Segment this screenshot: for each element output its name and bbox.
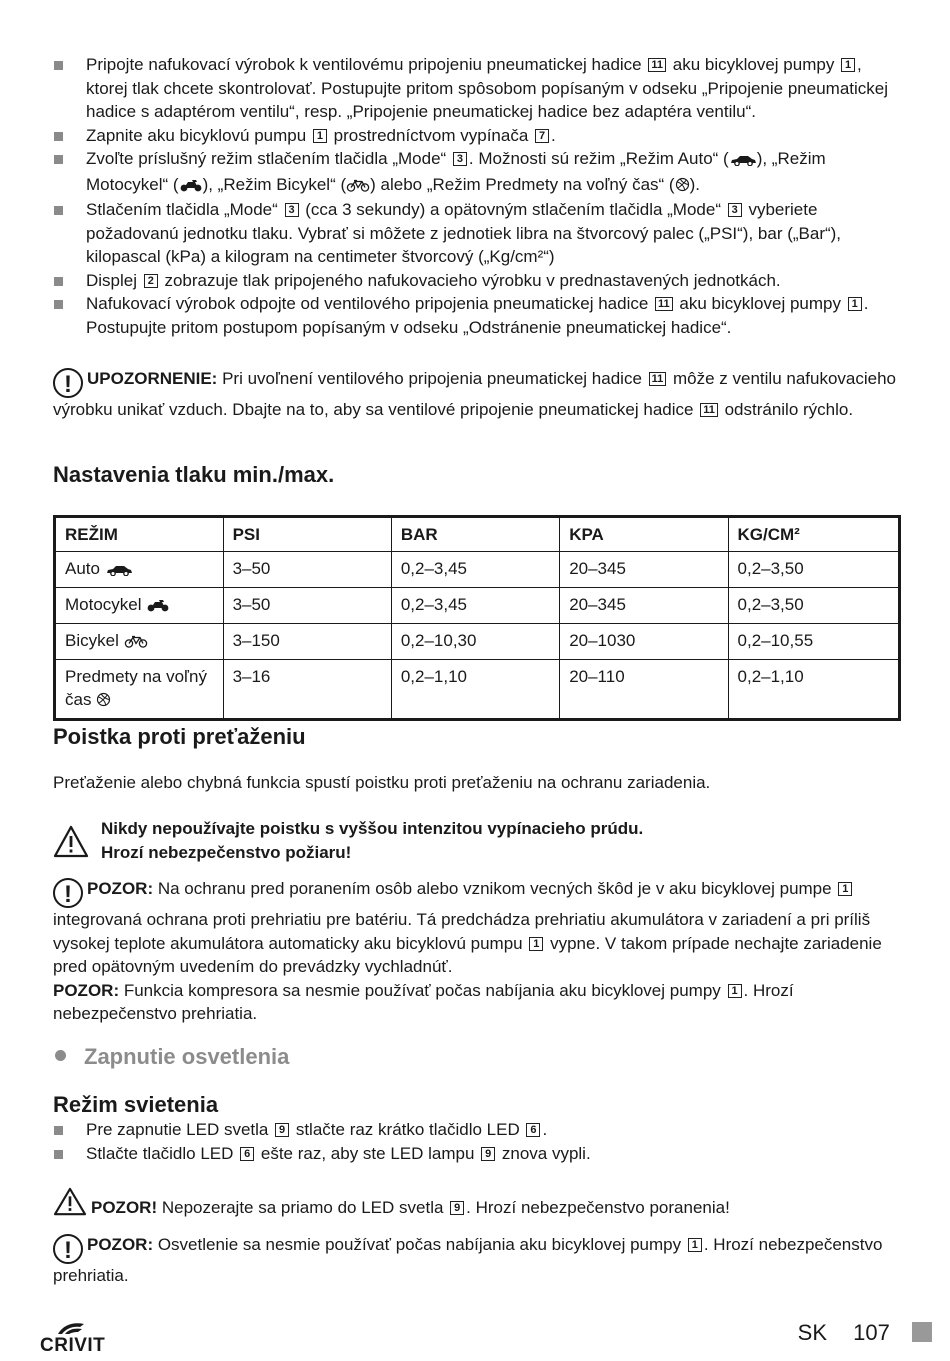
part-number: 1 (841, 58, 855, 72)
caution-text: Nepozerajte sa priamo do LED svetla (157, 1198, 449, 1217)
text-run: Displej (86, 270, 142, 290)
text-run: Stlačte tlačidlo LED (86, 1143, 239, 1163)
part-number: 3 (453, 152, 467, 166)
exclamation-icon: ! (53, 368, 83, 398)
table-cell: 0,2–10,30 (391, 624, 559, 660)
bullet-dot-icon (55, 1050, 66, 1061)
table-cell: 0,2–3,45 (391, 552, 559, 588)
text-run: ), „Režim Motocykel“ ( (86, 149, 826, 194)
part-number: 2 (144, 274, 158, 288)
warning-text: môže z ventilu nafukovacieho výrobku unikať vzduch. Dbajte na to, aby sa ventilové pripojenie pneumatickej hadice (53, 369, 897, 419)
text-run: zobrazuje tlak pripojeného nafukovacieho výrobku v prednastavených jednotkách. (159, 270, 781, 290)
list-item (53, 147, 901, 198)
mode-label: Predmety na voľný čas (65, 667, 207, 709)
page-footer (798, 1320, 932, 1346)
part-number: 1 (529, 937, 543, 951)
text-run: Nafukovací výrobok odpojte od ventilového pripojenia pneumatickej hadice (86, 294, 654, 313)
warning-label: UPOZORNENIE: (87, 369, 218, 388)
text-run: (cca 3 sekundy) a opätovným stlačením tlačidla „Mode“ (300, 200, 726, 219)
text-run: ešte raz, aby ste LED lampu (256, 1143, 480, 1163)
text-run: Zvoľte príslušný režim stlačením tlačidla „Mode“ (86, 149, 451, 168)
table-cell: 20–110 (560, 660, 728, 720)
text-run: . (542, 1120, 548, 1139)
text-run: ) alebo „Režim Predmety na voľný čas“ ( (370, 174, 675, 194)
table-row (55, 588, 900, 624)
part-number: 6 (526, 1123, 540, 1137)
bicycle-icon (124, 631, 148, 654)
table-row (55, 552, 900, 588)
text-run: ). (689, 174, 700, 194)
danger-line: Nikdy nepoužívajte poistku s vyššou intenzitou vypínacieho prúdu. (101, 819, 644, 838)
table-header: BAR (391, 517, 559, 552)
section-heading-fuse: Poistka proti preťaženiu (53, 724, 306, 749)
warning-triangle-icon (53, 825, 89, 859)
part-number: 9 (450, 1201, 464, 1215)
table-cell: 20–1030 (560, 624, 728, 660)
section-heading-light-mode: Režim svietenia (53, 1092, 219, 1117)
caution-notice (53, 877, 901, 1026)
text-run: stlačte raz krátko tlačidlo LED (291, 1120, 525, 1139)
table-cell: 0,2–10,55 (728, 624, 899, 660)
caution-text: Osvetlenie sa nesmie používať počas nabíjania aku bicyklovej pumpy (153, 1235, 686, 1254)
mode-label: Motocykel (65, 595, 142, 614)
caution-text: vypne. V takom prípade nechajte zariadenie pred opätovným uvedením do prevádzky vychladnúť. (53, 933, 882, 976)
list-item (53, 292, 901, 339)
intro-bullet-list (53, 53, 901, 339)
ball-icon (675, 175, 690, 199)
fuse-paragraph: Preťaženie alebo chybná funkcia spustí poistku proti preťaženiu na ochranu zariadenia. (53, 773, 711, 792)
caution-notice (53, 1187, 901, 1220)
table-cell: 0,2–3,50 (728, 552, 899, 588)
danger-line: Hrozí nebezpečenstvo požiaru! (101, 842, 352, 862)
warning-notice (53, 367, 901, 422)
light-bullet-list (53, 1118, 901, 1165)
pressure-table (53, 515, 901, 721)
mode-label: Bicykel (65, 631, 119, 650)
crivit-logo-icon (56, 1320, 86, 1336)
part-number: 1 (728, 984, 742, 998)
list-item (53, 53, 901, 124)
ball-icon (96, 690, 111, 713)
part-number: 9 (481, 1147, 495, 1161)
table-cell-mode (55, 624, 224, 660)
text-run: ), „Režim Bicykel“ ( (202, 174, 347, 194)
table-row (55, 624, 900, 660)
brand-name: CRIVIT (40, 1335, 106, 1356)
part-number: 1 (688, 1238, 702, 1252)
part-number: 11 (700, 403, 718, 417)
language-code: SK (797, 1320, 828, 1345)
list-item (53, 269, 901, 293)
part-number: 1 (313, 129, 327, 143)
warning-triangle-icon (53, 1187, 87, 1217)
mode-label: Auto (65, 559, 100, 578)
list-item (53, 1118, 901, 1142)
car-icon (105, 559, 133, 582)
table-cell-mode (55, 660, 224, 720)
text-run: . Možnosti sú režim „Režim Auto“ ( (468, 149, 729, 168)
warning-text: Pri uvoľnení ventilového pripojenia pneumatickej hadice (217, 369, 647, 388)
part-number: 3 (285, 203, 299, 217)
table-cell: 3–50 (223, 552, 391, 588)
list-item (53, 124, 901, 148)
section-heading-pressure: Nastavenia tlaku min./max. (53, 462, 335, 487)
part-number: 9 (275, 1123, 289, 1137)
part-number: 11 (649, 372, 667, 386)
text-run: Zapnite aku bicyklovú pumpu (86, 125, 311, 145)
table-cell: 0,2–1,10 (391, 660, 559, 720)
table-header: KG/CM² (728, 517, 899, 552)
caution-notice (53, 1233, 901, 1288)
text-run: prostredníctvom vypínača (328, 125, 533, 145)
table-header: KPA (560, 517, 728, 552)
part-number: 11 (655, 297, 673, 311)
footer-square-icon (912, 1322, 932, 1342)
table-cell: 0,2–3,45 (391, 588, 559, 624)
caution-label: POZOR! (91, 1198, 158, 1217)
table-cell: 0,2–3,50 (728, 588, 899, 624)
section-title: Zapnutie osvetlenia (84, 1044, 290, 1069)
table-cell: 3–16 (223, 660, 391, 720)
motorcycle-icon (146, 595, 170, 618)
caution-label: POZOR: (87, 1235, 154, 1254)
car-icon (729, 149, 757, 173)
table-cell: 3–150 (223, 624, 391, 660)
text-run: Pripojte nafukovací výrobok k ventilovému pripojeniu pneumatickej hadice (86, 55, 647, 74)
text-run: , ktorej tlak chcete skontrolovať. Postupujte pritom spôsobom popísaným v odseku „Pripojenie pneumatickej hadice s adaptérom ventilu“, resp. „Pripojenie pneumatickej hadice bez adaptéra ventilu“. (86, 55, 889, 121)
table-header: PSI (223, 517, 391, 552)
table-header-row (55, 517, 900, 552)
exclamation-icon: ! (53, 1234, 83, 1264)
text-run: aku bicyklovej pumpy (668, 55, 840, 74)
text-run: vyberiete požadovanú jednotku tlaku. Vybrať si môžete z jednotiek libra na štvorcový palec („PSI“), bar („Bar“), kilopascal (kPa) a kilogram na centimeter štvorcový („Kg/cm²“) (86, 200, 842, 266)
part-number: 6 (240, 1147, 254, 1161)
part-number: 3 (728, 203, 742, 217)
caution-label: POZOR: (87, 879, 154, 898)
caution-text: integrovaná ochrana proti prehriatiu pre batériu. Tá predchádza prehriatiu akumulátora v zariadení a pri príliš vysokej teplote akumulátora automaticky aku bicyklovú pumpu (53, 910, 871, 953)
text-run: Pre zapnutie LED svetla (86, 1120, 274, 1139)
warning-text: odstránilo rýchlo. (719, 400, 854, 419)
part-number: 1 (848, 297, 862, 311)
table-cell: 3–50 (223, 588, 391, 624)
list-item (53, 198, 901, 269)
caution-text: Na ochranu pred poranením osôb alebo vznikom vecných škôd je v aku bicyklovej pumpe (153, 879, 837, 898)
text-run: . (551, 125, 556, 145)
table-row (55, 660, 900, 720)
caution-text: Funkcia kompresora sa nesmie používať počas nabíjania aku bicyklovej pumpy (119, 980, 726, 1000)
page-number: 107 (853, 1320, 890, 1345)
motorcycle-icon (179, 175, 203, 199)
table-cell: 0,2–1,10 (728, 660, 899, 720)
text-run: aku bicyklovej pumpy (674, 294, 846, 313)
caution-text: . Hrozí nebezpečenstvo prehriatia. (53, 980, 794, 1023)
table-cell-mode (55, 588, 224, 624)
caution-text: . Hrozí nebezpečenstvo poranenia! (466, 1198, 730, 1217)
part-number: 7 (535, 129, 549, 143)
part-number: 1 (838, 882, 852, 896)
part-number: 11 (648, 58, 666, 72)
text-run: znova vypli. (497, 1143, 591, 1163)
table-cell: 20–345 (560, 588, 728, 624)
table-cell: 20–345 (560, 552, 728, 588)
section-light (53, 1043, 901, 1071)
caution-label: POZOR: (53, 980, 120, 1000)
bicycle-icon (346, 175, 370, 199)
caution-text: . Hrozí nebezpečenstvo prehriatia. (53, 1235, 883, 1285)
exclamation-icon: ! (53, 878, 83, 908)
table-cell-mode (55, 552, 224, 588)
list-item (53, 1142, 901, 1166)
text-run: Stlačením tlačidla „Mode“ (86, 200, 283, 219)
text-run: . Postupujte pritom postupom popísaným v odseku „Odstránenie pneumatickej hadice“. (86, 294, 869, 337)
table-header: REŽIM (55, 517, 224, 552)
